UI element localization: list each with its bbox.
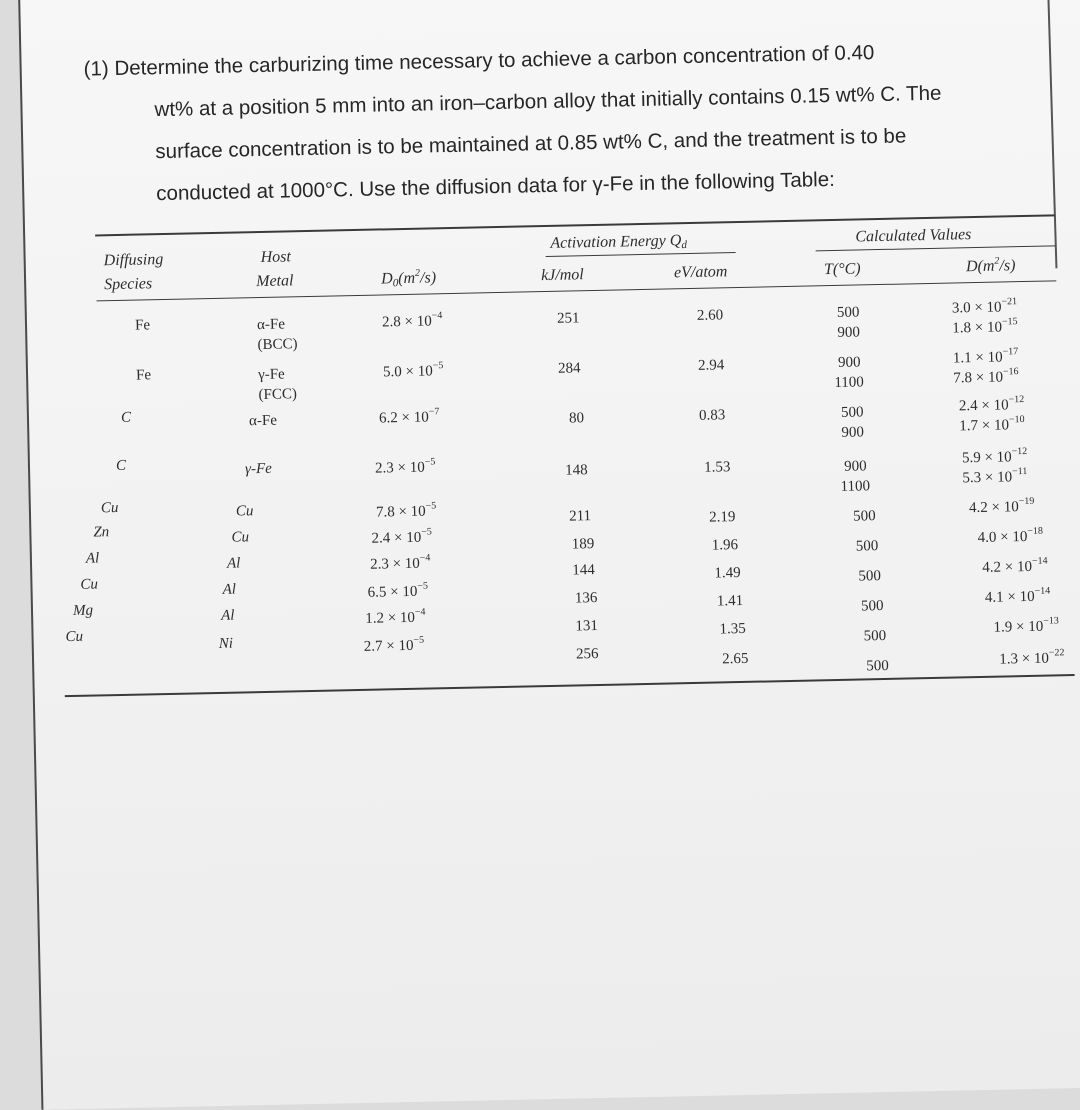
header-temp: T(°C): [823, 260, 861, 279]
row-2-d0-exponent: −7: [428, 406, 440, 418]
row-1-evatom: 2.94: [697, 357, 725, 374]
row-7-evatom: 1.41: [716, 592, 744, 610]
header-d-end: /s): [999, 257, 1016, 275]
row-9-d-exponent: −22: [1048, 647, 1065, 659]
row-5-temp: 500: [855, 538, 879, 555]
header-species: Species: [104, 275, 153, 294]
row-2-d-2-exponent: −10: [1008, 414, 1025, 426]
row-2-evatom: 0.83: [698, 407, 726, 424]
row-5-d-exponent: −18: [1027, 525, 1044, 537]
row-2-d0-mantissa: 6.2 × 10: [378, 409, 429, 427]
row-4-d-mantissa: 4.2 × 10: [968, 499, 1019, 517]
header-d0: [381, 269, 436, 288]
row-2-d0: [378, 406, 440, 427]
paper-sheet: [18, 0, 1080, 1110]
row-8-d: [993, 615, 1059, 636]
row-8-temp: 500: [863, 627, 887, 645]
row-7-d0: [367, 580, 429, 602]
row-6-kjmol: 144: [572, 562, 595, 579]
row-9-species: Cu: [65, 628, 84, 646]
row-1-d-1-exponent: −17: [1002, 346, 1019, 358]
row-8-kjmol: 131: [575, 617, 599, 635]
row-7-d0-mantissa: 6.5 × 10: [367, 583, 418, 601]
row-6-species: Al: [85, 550, 100, 567]
row-1-d0-mantissa: 5.0 × 10: [382, 363, 433, 381]
row-4-d-exponent: −19: [1018, 495, 1035, 508]
row-6-temp: 500: [858, 568, 882, 585]
row-7-d-exponent: −14: [1034, 585, 1051, 597]
row-4-species: Cu: [100, 500, 119, 517]
header-metal: Metal: [255, 272, 294, 291]
row-6-d0-exponent: −4: [419, 552, 431, 564]
row-9-kjmol: 256: [575, 645, 599, 663]
row-5-d-mantissa: 4.0 × 10: [977, 528, 1028, 547]
row-7-kjmol: 136: [574, 590, 598, 607]
row-5-host: Cu: [231, 529, 250, 546]
row-2-d-1-mantissa: 2.4 × 10: [958, 397, 1009, 415]
row-3-d-1-exponent: −12: [1011, 445, 1028, 458]
row-5-kjmol: 189: [571, 536, 595, 553]
row-4-d0-exponent: −5: [425, 500, 437, 512]
row-1-d0-exponent: −5: [432, 360, 444, 372]
problem-number: (1): [83, 57, 109, 81]
row-8-d-mantissa: 1.9 × 10: [993, 618, 1044, 636]
row-9-evatom: 2.65: [722, 650, 749, 668]
row-3-d-1: [961, 445, 1028, 467]
row-7-d: [984, 585, 1051, 607]
row-1-host: γ-Fe: [257, 366, 285, 384]
row-4-d0-mantissa: 7.8 × 10: [375, 503, 426, 521]
row-3-d-1-mantissa: 5.9 × 10: [961, 449, 1012, 467]
row-0-d-2: [952, 316, 1018, 337]
row-3-d0-exponent: −5: [424, 456, 436, 468]
row-0-kjmol: 251: [556, 310, 580, 327]
row-3-evatom: 1.53: [703, 459, 731, 476]
row-1-d-2-mantissa: 7.8 × 10: [953, 369, 1004, 387]
row-7-temp: 500: [860, 598, 884, 615]
row-4-kjmol: 211: [568, 508, 592, 525]
header-d-sup: 2: [994, 255, 1000, 267]
row-0-d-2-exponent: −15: [1001, 316, 1018, 328]
row-9-temp: 500: [866, 657, 890, 675]
header-d0-units: (m: [398, 269, 416, 288]
row-1-d-2-exponent: −16: [1002, 366, 1019, 378]
row-1-d-2: [953, 366, 1019, 387]
header-activation-sub: d: [681, 239, 688, 252]
problem-line-2: wt% at a position 5 mm into an iron–carbon alloy that initially contains 0.15 wt% C. The: [154, 81, 942, 122]
header-d: [966, 257, 1016, 276]
header-calculated: Calculated Values: [855, 226, 972, 246]
row-0-temp-1: 500: [836, 304, 860, 321]
row-4-temp: 500: [853, 508, 876, 525]
row-2-kjmol: 80: [568, 410, 585, 427]
header-activation: [550, 232, 687, 253]
row-5-d0-exponent: −5: [421, 526, 432, 538]
row-0-d0: [381, 310, 443, 331]
activation-underline: [546, 252, 736, 257]
problem-statement: [83, 28, 1056, 216]
header-kjmol: kJ/mol: [540, 266, 584, 285]
calculated-underline: [816, 245, 1056, 251]
problem-line-3: surface concentration is to be maintained at 0.85 wt% C, and the treatment is to be: [155, 124, 907, 164]
row-7-d-mantissa: 4.1 × 10: [984, 588, 1035, 606]
row-9-d0: [363, 634, 425, 656]
row-3-d-2-exponent: −11: [1011, 465, 1028, 478]
row-3-temp-1: 900: [843, 458, 867, 475]
row-6-d-exponent: −14: [1031, 555, 1048, 567]
header-evatom: eV/atom: [673, 263, 728, 282]
header-d0-units-end: /s): [419, 269, 437, 287]
row-8-d0-mantissa: 1.2 × 10: [365, 609, 416, 627]
row-0-d-1-exponent: −21: [1001, 296, 1018, 308]
row-1-host-structure: (FCC): [258, 386, 298, 404]
row-4-evatom: 2.19: [709, 509, 736, 526]
row-3-kjmol: 148: [565, 462, 588, 479]
row-2-d-2: [959, 414, 1025, 435]
row-0-host: α-Fe: [256, 316, 286, 334]
problem-line-4: conducted at 1000°C. Use the diffusion data for γ-Fe in the following Table:: [156, 167, 836, 206]
row-5-species: Zn: [93, 524, 110, 541]
row-2-host: α-Fe: [248, 412, 278, 430]
row-9-d: [999, 647, 1065, 668]
row-8-d0: [365, 606, 426, 628]
row-5-evatom: 1.96: [711, 537, 739, 554]
row-2-temp-1: 500: [840, 404, 864, 421]
row-6-d: [982, 555, 1048, 577]
row-2-temp-2: 900: [841, 424, 865, 441]
row-7-species: Cu: [80, 576, 99, 593]
header-diffusing: Diffusing: [103, 251, 164, 270]
row-2-species: C: [120, 409, 132, 426]
row-1-d0: [382, 360, 444, 381]
row-0-d-1: [951, 296, 1018, 317]
row-0-temp-2: 900: [837, 324, 861, 341]
row-3-temp-2: 1100: [840, 478, 871, 495]
row-0-species: Fe: [134, 317, 151, 334]
row-9-d-mantissa: 1.3 × 10: [999, 650, 1050, 668]
row-4-d0: [375, 500, 437, 521]
header-d0-symbol: D: [380, 270, 393, 288]
row-9-d0-mantissa: 2.7 × 10: [363, 637, 414, 655]
row-1-temp-1: 900: [837, 354, 861, 371]
row-3-d-2: [962, 465, 1028, 487]
row-0-d-1-mantissa: 3.0 × 10: [951, 299, 1002, 317]
row-1-temp-2: 1100: [834, 374, 865, 391]
row-7-host: Al: [222, 581, 237, 598]
row-9-d0-exponent: −5: [413, 634, 425, 646]
row-3-d-2-mantissa: 5.3 × 10: [962, 469, 1013, 487]
header-activation-text: Activation Energy Q: [550, 232, 682, 252]
row-8-host: Al: [220, 607, 235, 624]
row-2-d-1-exponent: −12: [1008, 394, 1025, 406]
table-bottom-rule: [65, 674, 1075, 697]
row-9-host: Ni: [218, 635, 234, 652]
row-3-species: C: [115, 457, 127, 475]
row-0-d-2-mantissa: 1.8 × 10: [952, 319, 1003, 337]
row-1-d-1-mantissa: 1.1 × 10: [952, 349, 1003, 367]
row-6-host: Al: [226, 555, 241, 572]
row-5-d0-mantissa: 2.4 × 10: [371, 529, 422, 547]
row-6-d0-mantissa: 2.3 × 10: [369, 555, 420, 573]
row-6-d-mantissa: 4.2 × 10: [982, 558, 1033, 576]
row-0-d0-mantissa: 2.8 × 10: [381, 313, 432, 331]
header-d0-sup: 2: [414, 267, 421, 279]
header-d0-sub: 0: [392, 277, 399, 290]
row-2-d-2-mantissa: 1.7 × 10: [959, 417, 1010, 435]
row-8-d-exponent: −13: [1043, 615, 1059, 627]
row-0-evatom: 2.60: [696, 307, 724, 324]
row-2-d-1: [958, 394, 1025, 415]
row-1-d-1: [952, 346, 1019, 367]
row-1-species: Fe: [135, 367, 152, 384]
row-4-host: Cu: [235, 503, 254, 520]
row-3-host: γ-Fe: [244, 460, 272, 478]
problem-text: Determine the carburizing time necessary to achieve a carbon concentration of 0.40: [114, 41, 875, 80]
row-5-d: [977, 525, 1044, 547]
row-6-d0: [369, 552, 431, 573]
row-0-d0-exponent: −4: [431, 310, 443, 322]
row-7-d0-exponent: −5: [417, 580, 429, 592]
row-4-d: [968, 495, 1035, 517]
row-5-d0: [371, 526, 432, 547]
row-3-d0-mantissa: 2.3 × 10: [374, 459, 425, 477]
row-6-evatom: 1.49: [714, 564, 741, 582]
header-d-symbol: D(m: [965, 257, 995, 276]
row-1-kjmol: 284: [557, 360, 581, 377]
row-3-d0: [374, 456, 436, 477]
header-host: Host: [260, 248, 292, 266]
row-0-host-structure: (BCC): [257, 336, 298, 354]
row-8-d0-exponent: −4: [414, 606, 426, 618]
row-8-evatom: 1.35: [719, 620, 746, 638]
row-8-species: Mg: [72, 602, 94, 619]
